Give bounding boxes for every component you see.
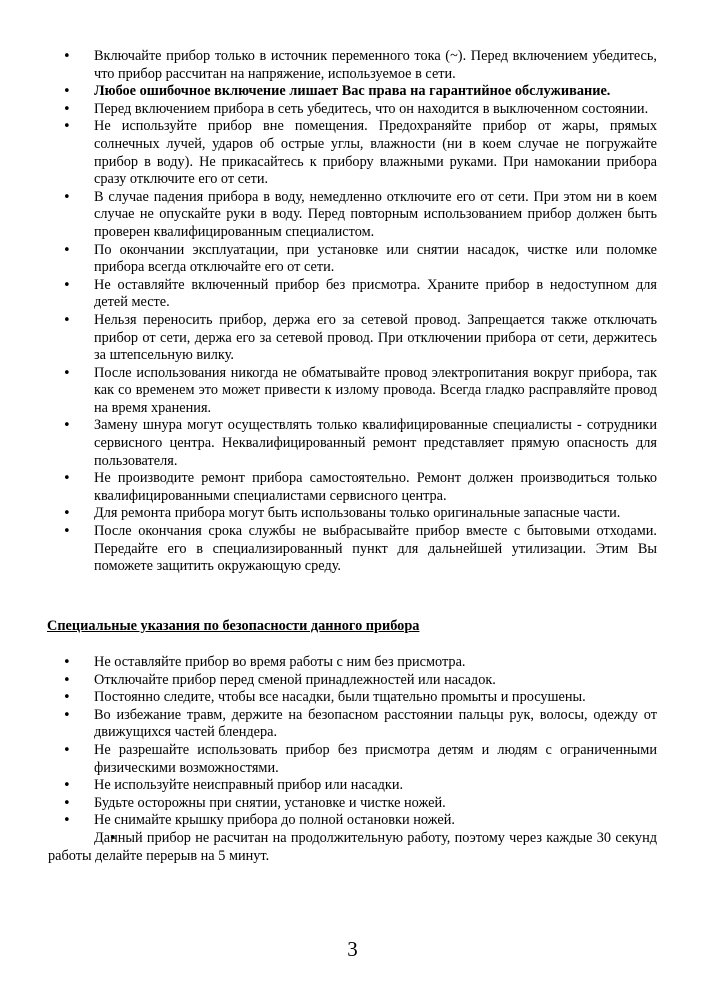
bold-warning-text: Любое ошибочное включение лишает Вас права на гарантийное обслуживание.: [94, 83, 611, 100]
list-item: • Отключайте прибор перед сменой принадлежностей или насадок.: [0, 672, 705, 690]
list-item: • Будьте осторожны при снятии, установке и чистке ножей.: [0, 795, 705, 813]
page-number: 3: [347, 937, 358, 961]
list-item: • Для ремонта прибора могут быть использованы только оригинальные запасные части.: [0, 505, 705, 523]
list-item: • Нельзя переносить прибор, держа его за сетевой провод. Запрещается также отключать прибор от сети, держа его за сетевой провод. При отключении прибора от сети, держитесь за штепсельную вилку.: [0, 312, 705, 365]
list-item: • Во избежание травм, держите на безопасном расстоянии пальцы рук, волосы, одежду от движущихся частей блендера.: [0, 707, 705, 742]
list-item: • Не оставляйте включенный прибор без присмотра. Храните прибор в недоступном для детей месте.: [0, 277, 705, 312]
list-item: • Перед включением прибора в сеть убедитесь, что он находится в выключенном состоянии.: [0, 101, 705, 119]
list-item: • После окончания срока службы не выбрасывайте прибор вместе с бытовыми отходами. Передайте его в специализированный пункт для дальнейшей утилизации. Этим Вы поможете защитить окружающую среду.: [0, 523, 705, 576]
section-heading: Специальные указания по безопасности данного прибора: [47, 618, 420, 634]
list-item: • В случае падения прибора в воду, немедленно отключите его от сети. При этом ни в коем случае не опускайте руки в воду. Перед повторным использованием прибор должен быть проверен квалифицированным специалистом.: [0, 189, 705, 242]
list-item: • Не производите ремонт прибора самостоятельно. Ремонт должен производиться только квалифицированными специалистами сервисного центра.: [0, 470, 705, 505]
list-item: • По окончании эксплуатации, при установке или снятии насадок, чистке или поломке прибора всегда отключайте его от сети.: [0, 242, 705, 277]
list-item: • Не используйте прибор вне помещения. Предохраняйте прибор от жары, прямых солнечных лучей, ударов об острые углы, влажности (ни в коем случае не погружайте прибор в воду). Не прикасайтесь к прибору влажными руками. При намокании прибора сразу отключите его от сети.: [0, 118, 705, 188]
list-item: • Не используйте неисправный прибор или насадки.: [0, 777, 705, 795]
list-item: • Не снимайте крышку прибора до полной остановки ножей.: [0, 812, 705, 830]
list-item: • Включайте прибор только в источник переменного тока (~). Перед включением убедитесь, что прибор рассчитан на напряжение, используемое в сети.: [0, 48, 705, 83]
general-safety-list: [0, 48, 705, 576]
list-item: • Данный прибор не расчитан на продолжительную работу, поэтому через каждые 30 секунд работы делайте перерыв на 5 минут.: [0, 830, 705, 865]
special-safety-list: [0, 654, 705, 865]
list-item: • Не оставляйте прибор во время работы с ним без присмотра.: [0, 654, 705, 672]
list-item: • Не разрешайте использовать прибор без присмотра детям и людям с ограниченными физическими возможностями.: [0, 742, 705, 777]
list-item: • После использования никогда не обматывайте провод электропитания вокруг прибора, так как со временем это может привести к излому провода. Всегда гладко расправляйте провод на время хранения.: [0, 365, 705, 418]
list-item: • Постоянно следите, чтобы все насадки, были тщательно промыты и просушены.: [0, 689, 705, 707]
list-item: • Замену шнура могут осуществлять только квалифицированные специалисты - сотрудники сервисного центра. Неквалифицированный ремонт представляет прямую опасность для пользователя.: [0, 417, 705, 470]
list-item-bold: [0, 83, 705, 101]
